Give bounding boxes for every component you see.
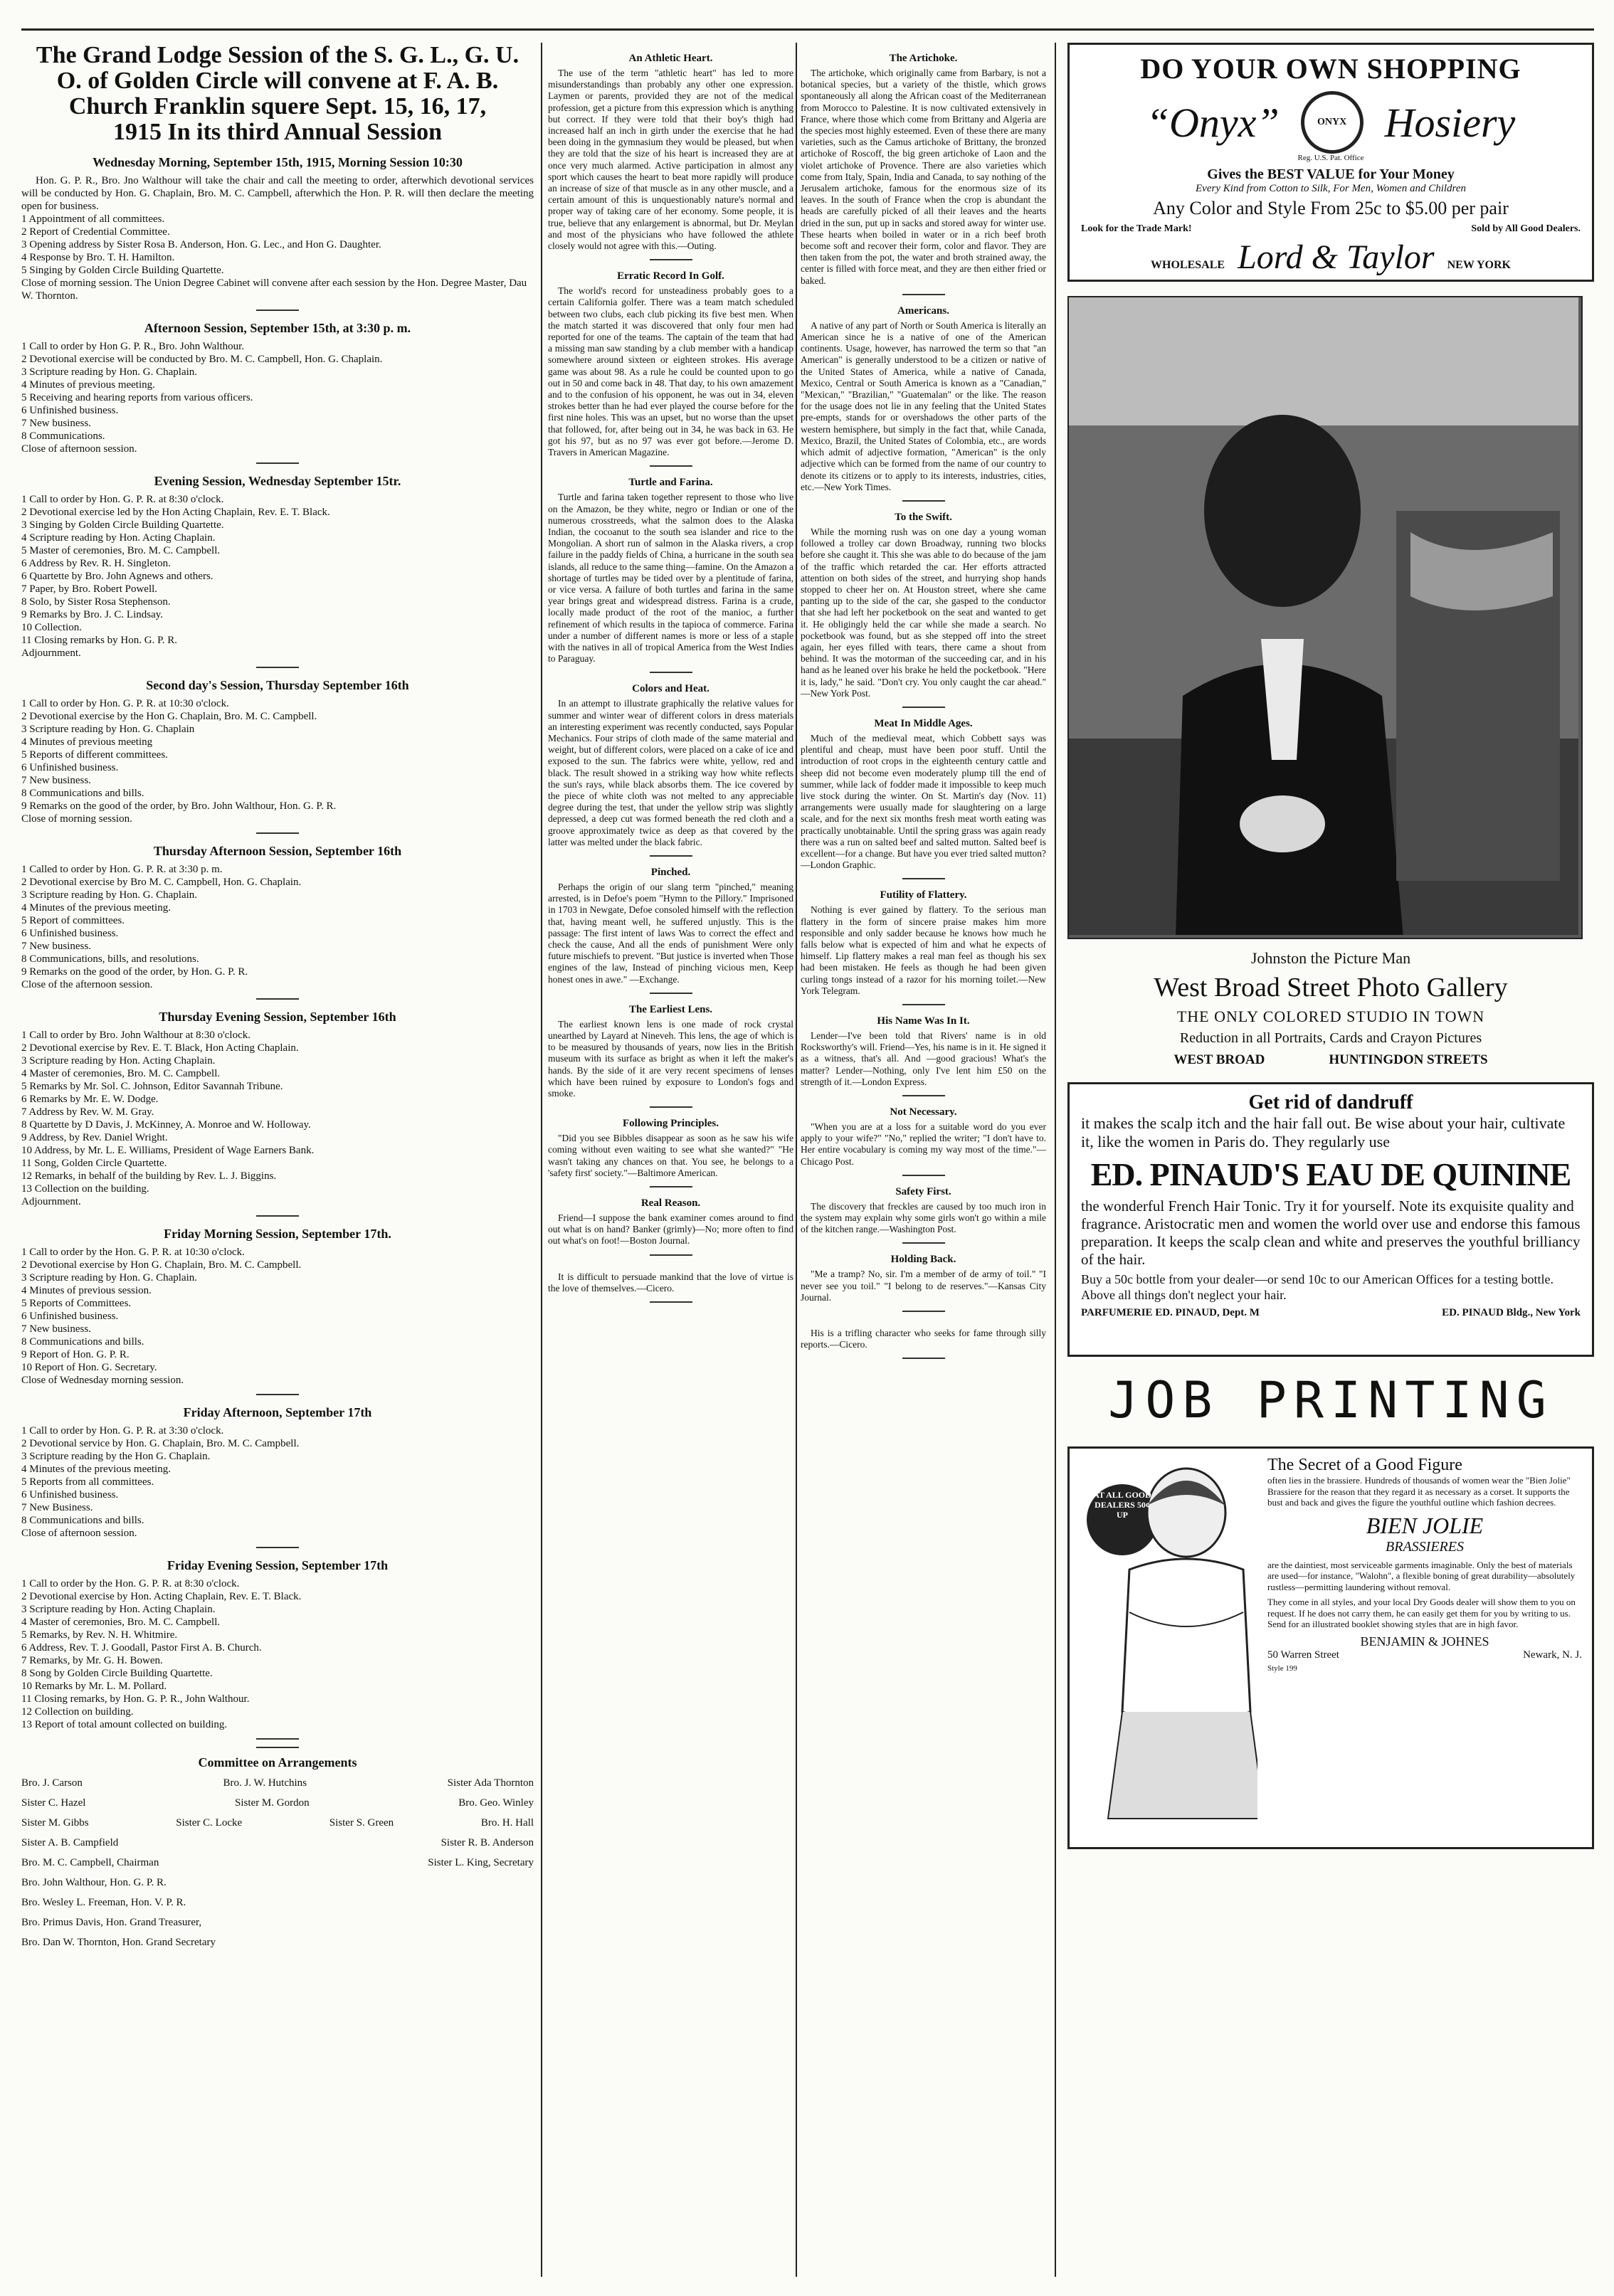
agenda-item: 4 Response by Bro. T. H. Hamilton.: [21, 252, 175, 263]
article-body: "Me a tramp? No, sir. I'm a member of de army of toil." "I never see you toil." "I belong to de reserves."—Kansas City Journal.: [801, 1269, 1046, 1303]
article-body: Friend—I suppose the bank examiner comes around to find out what is on hand? Banker (grimly)—No; more often to find out what's on foot!—Boston Journal.: [548, 1212, 793, 1247]
agenda-item: 1 Call to order by Hon. G. P. R. at 8:30 o'clock.: [21, 494, 224, 505]
gallery-name: West Broad Street Photo Gallery: [1154, 973, 1508, 1002]
agenda-item: Adjournment.: [21, 647, 81, 659]
agenda-item: 6 Remarks by Mr. E. W. Dodge.: [21, 1094, 159, 1105]
agenda-item: Close of afternoon session.: [21, 1528, 137, 1539]
pinaud-body3: Buy a 50c bottle from your dealer—or send 10c to our American Offices for a testing bottle. Above all things don't neglect your hair.: [1081, 1272, 1554, 1302]
committee-row: [21, 1793, 534, 1813]
article-body: Nothing is ever gained by flattery. To the serious man flattery in the form of sincere praise makes him more responsible and only sadder because he knows how much he falls below what is expected of him and what he expects of himself. Lip flattery makes a real man feel as though his sex had been mistaken. He feels as though he had been given curling tongs instead of a razor for his morning toilet.—New York Telegram.: [801, 904, 1046, 996]
agenda-item: 6 Unfinished business.: [21, 762, 119, 773]
wholesale-label: WHOLESALE: [1151, 259, 1225, 271]
committee-member: Bro. Wesley L. Freeman, Hon. V. P. R.: [21, 1897, 186, 1908]
agenda-item: 5 Remarks, by Rev. N. H. Whitmire.: [21, 1629, 178, 1641]
agenda-item: 4 Minutes of the previous meeting.: [21, 902, 171, 914]
agenda-item: 8 Quartette by D Davis, J. McKinney, A. Monroe and W. Holloway.: [21, 1119, 311, 1131]
agenda-item: 2 Devotional exercise led by the Hon Acting Chaplain, Rev. E. T. Black.: [21, 507, 330, 518]
agenda-item: 7 New business.: [21, 775, 91, 786]
city-label: NEW YORK: [1447, 259, 1511, 271]
committee-member: Sister A. B. Campfield: [21, 1837, 119, 1848]
agenda-item: 10 Collection.: [21, 622, 82, 633]
article-body: While the morning rush was on one day a young woman followed a trolley car down Broadway, running two blocks before she caught it. This she was able to do because of the jam of the traffic which retarded the car. Her efforts attracted attention on both sides of the street, and hurrying shop hands stopped to cheer her on. At Houston street, where she came panting up to the side of the car, she gasped to the conductor that she had left her pocketbook on the seat and wanted to get it. He obligingly held the car while she made a search. No pocketbook was found, but as she stepped off into the street again, her eyes filled with tears, there came a shout from behind. It was the motorman of the succeeding car, and in his hand as he leaned over his brake he held the pocketbook. "Here it is, lady," he said. "Don't cry. You only caught the car ahead." —New York Post.: [801, 526, 1046, 699]
agenda-item: 9 Address, by Rev. Daniel Wright.: [21, 1132, 168, 1143]
bj-brand: BIEN JOLIE: [1366, 1512, 1484, 1538]
article-title: Americans.: [897, 305, 949, 317]
value-line: Gives the BEST VALUE for Your Money: [1207, 166, 1455, 182]
session-title: Thursday Evening Session, September 16th: [159, 1010, 396, 1024]
committee-member: Sister M. Gibbs: [21, 1817, 89, 1829]
agenda-item: 5 Report of committees.: [21, 915, 125, 926]
agenda-item: 1 Appointment of all committees.: [21, 213, 165, 225]
agenda-item: 2 Devotional exercise by Hon. Acting Chaplain, Rev. E. T. Black.: [21, 1591, 302, 1602]
agenda-item: 3 Opening address by Sister Rosa B. Anderson, Hon. G. Lec., and Hon G. Daughter.: [21, 239, 381, 250]
agenda-item: 4 Master of ceremonies, Bro. M. C. Campbell.: [21, 1068, 221, 1079]
agenda-item: 3 Scripture reading by Hon. Acting Chaplain.: [21, 1604, 216, 1615]
committee-member: Bro. Primus Davis, Hon. Grand Treasurer,: [21, 1917, 202, 1928]
pinaud-footer-left: PARFUMERIE ED. PINAUD, Dept. M: [1081, 1307, 1260, 1318]
article-title: Not Necessary.: [890, 1106, 957, 1118]
agenda-item: 1 Call to order by the Hon. G. P. R. at 10:30 o'clock.: [21, 1247, 245, 1258]
committee-member: Sister Ada Thornton: [447, 1777, 534, 1789]
bj-body3: They come in all styles, and your local Dry Goods dealer will show them to you on request. If he does not carry them, he can easily get them for you by writing to us. Send for an illustrated booklet showing styles that are in high favor.: [1267, 1597, 1576, 1629]
agenda-item: 3 Scripture reading by Hon. Acting Chaplain.: [21, 1055, 216, 1067]
article-title: Meat In Middle Ages.: [874, 717, 973, 729]
agenda-item: Close of morning session.: [21, 813, 132, 825]
agenda-item: 13 Collection on the building.: [21, 1183, 149, 1195]
committee-member: Bro. John Walthour, Hon. G. P. R.: [21, 1877, 167, 1888]
studio-line: THE ONLY COLORED STUDIO IN TOWN: [1176, 1007, 1485, 1025]
committee-title: Committee on Arrangements: [198, 1755, 357, 1769]
committee-member: Bro. Dan W. Thornton, Hon. Grand Secretary: [21, 1937, 216, 1948]
committee-member: Bro. M. C. Campbell, Chairman: [21, 1857, 159, 1868]
headline-line: Church Franklin squere Sept. 15, 16, 17,: [68, 93, 487, 120]
committee-row: [21, 1893, 534, 1913]
agenda-item: 8 Communications and bills.: [21, 1515, 144, 1526]
article-body: "When you are at a loss for a suitable word do you ever apply to your wife?" "No," replied the writer; "I don't have to. Her entire vocabulary is coming my way most of the time."—Chicago Post.: [801, 1121, 1046, 1167]
agenda-item: 2 Devotional exercise by Hon G. Chaplain, Bro. M. C. Campbell.: [21, 1259, 302, 1271]
agenda-item: Close of Wednesday morning session.: [21, 1375, 184, 1386]
program-column: [21, 43, 534, 1952]
agenda-item: 4 Scripture reading by Hon. Acting Chaplain.: [21, 532, 216, 544]
session-title: Wednesday Morning, September 15th, 1915, Morning Session 10:30: [93, 155, 463, 169]
agenda-item: 3 Scripture reading by Hon. G. Chaplain.: [21, 366, 198, 378]
column-rule: [1055, 43, 1056, 2277]
agenda-item: 2 Devotional exercise by Rev. E. T. Black, Hon Acting Chaplain.: [21, 1042, 299, 1054]
agenda-item: 3 Scripture reading by Hon. G. Chaplain: [21, 724, 195, 735]
agenda-item: 9 Report of Hon. G. P. R.: [21, 1349, 130, 1360]
article-title: Pinched.: [650, 866, 691, 878]
agenda-item: 7 Address by Rev. W. M. Gray.: [21, 1106, 154, 1118]
committee-row: [21, 1873, 534, 1893]
article-title: Holding Back.: [890, 1254, 956, 1266]
committee-row: [21, 1913, 534, 1932]
trade-mark-note: Look for the Trade Mark!: [1081, 223, 1192, 234]
article-body: A native of any part of North or South America is literally an American since he is a native of one of the American continents. Usage, however, has narrowed the term so that "an American" is generally understood to be a citizen or native of the United States of America, while a native of Canada, Mexico, Central or South America is known as a "Canadian," "Mexican," "Brazilian," "Guatemalan" or the like. The reason for the usage does not lie in any feeling that the United States pre-empts, stands for or overshadows the other parts of the western hemisphere, but simply in the fact that, while Canada, Mexico, Brazil, the United States of Colombia, etc., are words which admit of adjective formation, "American" is the only adjective which can be formed from the name of our country to denote its citizens or to apply to its interests, industries, cities, etc.—New York Times.: [801, 319, 1046, 492]
bj-style: Style 199: [1267, 1663, 1297, 1673]
pinaud-headline: Get rid of dandruff: [1248, 1091, 1413, 1113]
headline-line: 1915 In its third Annual Session: [113, 119, 442, 145]
article-title: To the Swift.: [895, 511, 952, 523]
article-body: The use of the term "athletic heart" has led to more misunderstandings than probably any other one expression. Laymen or parents, provided they are not of the medical profession, get a picture from this expression which is anything but correct. If they were told that their boy's thigh had increased half an inch in girth under the exercise that he had been doing in the gymnasium they would be pleased, but when they are told that the size of his heart is increased they are at once very much alarmed. Active participation in almost any sport which causes the heart to beat more rapidly will produce an increase of size of that muscle as in any other muscle, and a certain amount of this is unquestionably nature's normal and proper way of taking care of her economy. Some people, it is true, believe that any enlargement is abnormal, but Dr. Meylan and most of the physicians who have followed the athlete closely would not agree with this.—Outing.: [548, 68, 793, 252]
kind-line: Every Kind from Cotton to Silk, For Men, Women and Children: [1196, 183, 1466, 194]
onyx-hosiery-ad: [1067, 43, 1594, 282]
pinaud-footer-right: ED. PINAUD Bldg., New York: [1442, 1307, 1581, 1318]
article-body: In an attempt to illustrate graphically the relative values for summer and winter wear of different colors in dress materials an interesting experiment was recently conducted, says Popular Mechanics. Four strips of cloth made of the same material and weight, but of different colors, were placed on a cake of ice and exposed to the sun. The fabrics were white, yellow, red and black. The result showed in a striking way how white reflects the sun's rays, while black absorbs them. The ice covered by the piece of white cloth was not melted to any appreciable degree during the test, that under the yellow strip was slightly depressed, a deep cut was formed beneath the red cloth and a groove approximately twice as deep as that covered by the latter was melted under the black fabric.: [548, 698, 793, 847]
agenda-item: 9 Remarks on the good of the order, by Bro. John Walthour, Hon. G. P. R.: [21, 800, 337, 812]
article-title: Futility of Flattery.: [880, 889, 967, 901]
photo-caption: Johnston the Picture Man: [1250, 949, 1411, 967]
agenda-item: 2 Devotional exercise will be conducted by Bro. M. C. Campbell, Hon. G. Chaplain.: [21, 354, 383, 365]
article-body: The world's record for unsteadiness probably goes to a certain California golfer. There was a team match scheduled between two clubs, each club picking its five best men. When the match started it was discovered that only four men had reported for one of the teams. The captain of the team that had a missing man saw standing by a club member with a handicap somewhere around sixteen or eighteen strokes. His average game was about 98. As a rule he could be counted upon to go out in 50 and come back in 48. That day, to his own amazement and to the confusion of his opponent, he was out in 34, eleven strokes better than he had ever played the course before for the first nine holes. This was an upset, but no worse than the upset that followed, for, after being out in 34, he was back in 63. He got his 97, but as no 97 was ever got before.—Jerome D. Travers in American Magazine.: [548, 285, 793, 458]
session-title: Friday Morning Session, September 17th.: [164, 1227, 391, 1241]
agenda-item: 6 Unfinished business.: [21, 928, 119, 939]
brand-word: Hosiery: [1384, 99, 1516, 146]
article-body: Much of the medieval meat, which Cobbett says was plentiful and cheap, must have been poor stuff. Until the introduction of root crops in the eighteenth century cattle and sheep did not become even moderately plump till the end of summer, while lack of fodder made it impossible to keep much live stock during the winter. On St. Martin's day (Nov. 11) arrangements were usually made for slaughtering on a large scale, and for the next six months fresh meat worth eating was practically unobtainable. Until the spring grass was again ready there was a run on salted beef and salted mutton. Salted beef is excellent—for a change. But have you ever tried salted mutton?—London Graphic.: [801, 732, 1046, 871]
article-title: Real Reason.: [640, 1197, 701, 1210]
column-rule: [796, 43, 797, 2277]
session-title: Thursday Afternoon Session, September 16th: [153, 844, 402, 858]
committee-member: Sister R. B. Anderson: [441, 1837, 534, 1848]
agenda-item: 5 Singing by Golden Circle Building Quartette.: [21, 265, 224, 276]
article-body: The discovery that freckles are caused by too much iron in the system may explain why some girls won't go within a mile of the kitchen range.—Washington Post.: [801, 1200, 1046, 1235]
agenda-item: 11 Closing remarks by Hon. G. P. R.: [21, 635, 178, 646]
street-left: WEST BROAD: [1173, 1052, 1265, 1067]
committee-member: Bro. Geo. Winley: [458, 1797, 534, 1809]
agenda-item: 12 Collection on building.: [21, 1706, 134, 1718]
article-body: It is difficult to persuade mankind that the love of virtue is the love of themselves.—Cicero.: [548, 1271, 793, 1294]
committee-member: Sister S. Green: [329, 1817, 394, 1829]
agenda-item: 6 Quartette by Bro. John Agnews and others.: [21, 571, 213, 582]
agenda-item: 2 Devotional exercise by the Hon G. Chaplain, Bro. M. C. Campbell.: [21, 711, 317, 722]
committee-member: Sister L. King, Secretary: [428, 1857, 534, 1868]
agenda-item: 1 Call to order by Bro. John Walthour at 8:30 o'clock.: [21, 1030, 251, 1041]
headline-line: O. of Golden Circle will convene at F. A. B.: [56, 68, 499, 94]
agenda-item: 5 Reports of different committees.: [21, 749, 168, 761]
session-title: Friday Evening Session, September 17th: [167, 1558, 389, 1572]
portrait-photo: [1067, 296, 1583, 939]
article-title: Safety First.: [895, 1185, 951, 1197]
agenda-item: 5 Master of ceremonies, Bro. M. C. Campbell.: [21, 545, 221, 556]
portrait-image: [1069, 297, 1578, 935]
agenda-item: 1 Call to order by Hon G. P. R., Bro. John Walthour.: [21, 341, 245, 352]
agenda-item: 4 Minutes of previous meeting: [21, 736, 153, 748]
agenda-item: 8 Communications and bills.: [21, 788, 144, 799]
agenda-item: 13 Report of total amount collected on building.: [21, 1719, 228, 1730]
committee-row: [21, 1932, 534, 1952]
session-title: Friday Afternoon, September 17th: [183, 1405, 372, 1419]
agenda-item: 7 New business.: [21, 1323, 91, 1335]
agenda-item: 2 Devotional service by Hon. G. Chaplain, Bro. M. C. Campbell.: [21, 1438, 300, 1449]
committee-member: Sister C. Hazel: [21, 1797, 86, 1809]
agenda-item: Adjournment.: [21, 1196, 81, 1207]
photo-gallery-ad: [1067, 949, 1594, 1068]
agenda-item: 11 Closing remarks, by Hon. G. P. R., John Walthour.: [21, 1693, 250, 1705]
articles-column-3: [801, 43, 1046, 1366]
agenda-item: 6 Address by Rev. R. H. Singleton.: [21, 558, 171, 569]
agenda-item: 8 Communications and bills.: [21, 1336, 144, 1348]
article-title: An Athletic Heart.: [628, 53, 713, 64]
agenda-item: 7 Paper, by Bro. Robert Powell.: [21, 583, 158, 595]
article-body: The earliest known lens is one made of rock crystal unearthed by Layard at Nineveh. This lens, the age of which is to be measured by thousands of years, now lies in the British museum with its surface as bright as when it left the maker's hands. By the side of it are very recent specimens of lenses which have been ruined by exposure to London's fogs and smoke.: [548, 1018, 793, 1099]
pinaud-body: it makes the scalp itch and the hair fall out. Be wise about your hair, cultivate it, like the women in Paris do. They regularly use: [1081, 1114, 1566, 1150]
article-body: Lender—I've been told that Rivers' name is in old Rocksworthy's will. Friend—Yes, his name is in it. He signed it as a witness, that's all. And —good gracious! What's the matter? Lender—Nothing, only I've lent him £50 on the strength of it.—London Express.: [801, 1030, 1046, 1087]
session-title: Evening Session, Wednesday September 15tr.: [154, 474, 401, 488]
agenda-item: 8 Song by Golden Circle Building Quartette.: [21, 1668, 213, 1679]
agenda-item: 10 Address, by Mr. L. E. Williams, President of Wage Earners Bank.: [21, 1145, 315, 1156]
committee-list: [21, 1773, 534, 1952]
bj-body1: often lies in the brassiere. Hundreds of thousands of women wear the "Bien Jolie" Brassiere for the reason that they regard it as necessary as a corset. It supports the bust and back and gives the figure the youthful outline which fashion decrees.: [1267, 1475, 1571, 1508]
job-printing-ad: JOB PRINTING: [1108, 1371, 1554, 1429]
session-title: Second day's Session, Thursday September 16th: [146, 678, 409, 692]
dealers-note: Sold by All Good Dealers.: [1471, 223, 1581, 234]
agenda-item: 8 Communications, bills, and resolutions.: [21, 953, 199, 965]
agenda-item: 4 Minutes of previous session.: [21, 1285, 152, 1296]
column-rule: [541, 43, 542, 2277]
committee-row: [21, 1813, 534, 1833]
agenda-item: 7 New business.: [21, 418, 91, 429]
agenda-item: 4 Minutes of the previous meeting.: [21, 1464, 171, 1475]
agenda-item: 9 Remarks on the good of the order, by Hon. G. P. R.: [21, 966, 248, 978]
agenda-item: 3 Scripture reading by Hon. G. Chaplain.: [21, 889, 198, 901]
agenda-item: 12 Remarks, in behalf of the building by Rev. L. J. Biggins.: [21, 1170, 277, 1182]
agenda-item: 3 Scripture reading by Hon. G. Chaplain.: [21, 1272, 198, 1284]
agenda-item: Close of afternoon session.: [21, 443, 137, 455]
street-right: HUNTINGDON STREETS: [1329, 1052, 1488, 1067]
agenda-item: 7 New business.: [21, 941, 91, 952]
committee-member: Sister M. Gordon: [235, 1797, 310, 1809]
agenda-item: Close of morning session. The Union Degree Cabinet will convene after each session by the Hon. Degree Master, Dau W. Thornton.: [21, 277, 527, 302]
reduction-line: Reduction in all Portraits, Cards and Crayon Pictures: [1179, 1030, 1482, 1046]
committee-row: [21, 1833, 534, 1853]
program-sessions: [21, 155, 534, 1740]
agenda-item: Close of the afternoon session.: [21, 979, 153, 990]
agenda-item: 8 Communications.: [21, 430, 105, 442]
agenda-item: 2 Report of Credential Committee.: [21, 226, 170, 238]
headline-line: The Grand Lodge Session of the S. G. L., G. U.: [36, 43, 519, 68]
article-title: Following Principles.: [623, 1118, 719, 1130]
agenda-item: 5 Remarks by Mr. Sol. C. Johnson, Editor Savannah Tribune.: [21, 1081, 283, 1092]
article-body: His is a trifling character who seeks for fame through silly reports.—Cicero.: [801, 1328, 1046, 1350]
agenda-item: 1 Call to order by Hon. G. P. R. at 3:30 o'clock.: [21, 1425, 224, 1437]
ad-headline: DO YOUR OWN SHOPPING: [1140, 53, 1521, 85]
ads-column: [1067, 43, 1594, 1863]
session-intro: Hon. G. P. R., Bro. Jno Walthour will take the chair and call the meeting to order, afterwhich devotional services will be conducted by Hon. G. Chaplain, Bro. M. C. Campbell, afterwhich the Hon. P. R. will then declare the meeting open for business.: [21, 175, 534, 212]
agenda-item: 6 Address, Rev. T. J. Goodall, Pastor First A. B. Church.: [21, 1642, 262, 1654]
bj-company: BENJAMIN & JOHNES: [1360, 1634, 1489, 1649]
committee-row: [21, 1773, 534, 1793]
brand-name: “Onyx”: [1146, 99, 1280, 146]
agenda-item: 3 Singing by Golden Circle Building Quartette.: [21, 519, 224, 531]
article-title: His Name Was In It.: [877, 1015, 970, 1027]
bj-title: The Secret of a Good Figure: [1267, 1456, 1462, 1474]
agenda-item: 11 Song, Golden Circle Quartette.: [21, 1158, 167, 1169]
agenda-item: 6 Unfinished business.: [21, 1311, 119, 1322]
pinaud-body2: the wonderful French Hair Tonic. Try it for yourself. Note its exquisite quality and fragrance. Aristocratic men and women the world over use and endorse this famous preparation. It keeps the scalp clean and white and preserves the youthful brilliancy of the hair.: [1081, 1197, 1581, 1268]
article-title: The Artichoke.: [889, 53, 958, 64]
agenda-item: 8 Solo, by Sister Rosa Stephenson.: [21, 596, 171, 608]
article-title: Erratic Record In Golf.: [617, 270, 724, 282]
agenda-item: 5 Reports from all committees.: [21, 1476, 154, 1488]
top-rule: [21, 28, 1594, 31]
committee-member: Bro. J. W. Hutchins: [223, 1777, 307, 1789]
agenda-item: 10 Remarks by Mr. L. M. Pollard.: [21, 1681, 167, 1692]
agenda-item: 1 Call to order by the Hon. G. P. R. at 8:30 o'clock.: [21, 1578, 240, 1589]
agenda-item: 3 Scripture reading by the Hon G. Chaplain.: [21, 1451, 211, 1462]
agenda-item: 1 Called to order by Hon. G. P. R. at 3:30 p. m.: [21, 864, 223, 875]
bien-jolie-ad: [1067, 1446, 1594, 1849]
bj-sub: BRASSIERES: [1386, 1538, 1464, 1555]
article-title: The Earliest Lens.: [628, 1003, 713, 1015]
committee-member: Sister C. Locke: [176, 1817, 243, 1829]
agenda-item: 7 New Business.: [21, 1502, 93, 1513]
committee-member: Bro. J. Carson: [21, 1777, 83, 1789]
price-line: Any Color and Style From 25c to $5.00 per pair: [1153, 198, 1509, 218]
agenda-item: 2 Devotional exercise by Bro M. C. Campbell, Hon. G. Chaplain.: [21, 877, 302, 888]
agenda-item: 5 Reports of Committees.: [21, 1298, 132, 1309]
article-body: Perhaps the origin of our slang term "pinched," meaning arrested, is in Defoe's poem "Hymn to the Pillory." Imprisoned in 1703 in Newgate, Defoe consoled himself with the reflection that, having meant well, he suffered unjustly. This is the passage: The first intent of laws Was to correct the effect and check the cause, And all the ends of punishment Were only future mischiefs to prevent. "But justice is inverted when Those engines of the law, Instead of pinching vicious men, Keep honest ones in awe." —Exchange.: [548, 881, 793, 985]
agenda-item: 10 Report of Hon. G. Secretary.: [21, 1362, 157, 1373]
article-title: Colors and Heat.: [632, 683, 710, 695]
article-body: The artichoke, which originally came from Barbary, is not a botanical species, but a variety of the thistle, which grows spontaneously all along the African coast of the Mediterranean from Morocco to Palestine. It is now cultivated extensively in France, where those which come from Brittany and Algeria are the species most highly esteemed. Even of these there are many varieties, such as the Camus artichoke of Brittany, the bronzed artichoke of Roscoff, the big green artichoke of Laon and the violet artichoke of Provence. There are also varieties which come from Italy, Spain, India and Canada, to say nothing of the Jerusalem artichoke, famous for the enormous size of its leaves. In the south of France when the crop is abundant the heads are carefully picked of all their leaves and the hearts dried in the sun, put up in sacks and stored away for winter use. These hearts when boiled in water or in a rich beef broth become soft and recover their form, color and flavor. They are then taken from the pot, the water and broth strained away, the center is filled with force meat, and they are then either fried or baked.: [801, 68, 1046, 286]
session-title: Afternoon Session, September 15th, at 3:30 p. m.: [144, 321, 411, 335]
committee-row: [21, 1853, 534, 1873]
agenda-item: 5 Receiving and hearing reports from various officers.: [21, 392, 253, 403]
bj-body2: are the daintiest, most serviceable garments imaginable. Only the best of materials are used—for instance, "Walohn", a flexible boning of great durability—absolutely rustless—permitting laundering without removal.: [1267, 1559, 1576, 1592]
agenda-item: 6 Unfinished business.: [21, 1489, 119, 1501]
agenda-item: 4 Master of ceremonies, Bro. M. C. Campbell.: [21, 1617, 221, 1628]
pinaud-product: ED. PINAUD'S EAU DE QUININE: [1090, 1156, 1571, 1192]
article-body: "Did you see Bibbles disappear as soon as he saw his wife coming without even waiting to see what she wanted?" "He wasn't taking any chances on that. You see, he belongs to a 'safety first' society."—Baltimore American.: [548, 1133, 793, 1178]
agenda-item: 4 Minutes of previous meeting.: [21, 379, 155, 391]
price-badge: AT ALL GOOD DEALERS 50¢ UP: [1093, 1490, 1151, 1520]
agenda-item: 9 Remarks by Bro. J. C. Lindsay.: [21, 609, 164, 620]
pinaud-ad: [1067, 1082, 1594, 1357]
article-body: Turtle and farina taken together represent to those who live on the Amazon, be they white, negro or Indian or one of the numerous crosstreeds, what the salmon does to the Alaska Indian, the cocoanut to the south sea islander and rice to the Mongolian. A short run of salmon in the Alaska rivers, a crop failure in the paddy fields of China, a hurricane in the south sea islands, all reduce to the same thing—famine. On the Amazon a shortage of turtles may be tided over by a plentitude of farina, or vice versa. A failure of both turtles and farina in the same year brings great and widespread distress. Farina is a crude, locally made product of the root of the manioc, a further refinement of which results in the tapioca of commerce. Farina under a number of different names is more or less of a staple with the natives in all of tropical America from the West Indies to Paraguay.: [548, 492, 793, 665]
agenda-item: 1 Call to order by Hon. G. P. R. at 10:30 o'clock.: [21, 698, 229, 709]
onyx-badge-icon: ONYX: [1301, 91, 1364, 154]
agenda-item: 6 Unfinished business.: [21, 405, 119, 416]
reg-mark: Reg. U.S. Pat. Office: [1297, 154, 1364, 162]
company-name: Lord & Taylor: [1238, 238, 1435, 276]
committee-member: Bro. H. Hall: [480, 1817, 534, 1829]
agenda-item: 7 Remarks, by Mr. G. H. Bowen.: [21, 1655, 163, 1666]
article-title: Turtle and Farina.: [628, 477, 713, 489]
articles-column-2: [548, 43, 793, 1310]
bj-addr-right: Newark, N. J.: [1523, 1649, 1582, 1661]
bj-addr-left: 50 Warren Street: [1267, 1649, 1339, 1661]
